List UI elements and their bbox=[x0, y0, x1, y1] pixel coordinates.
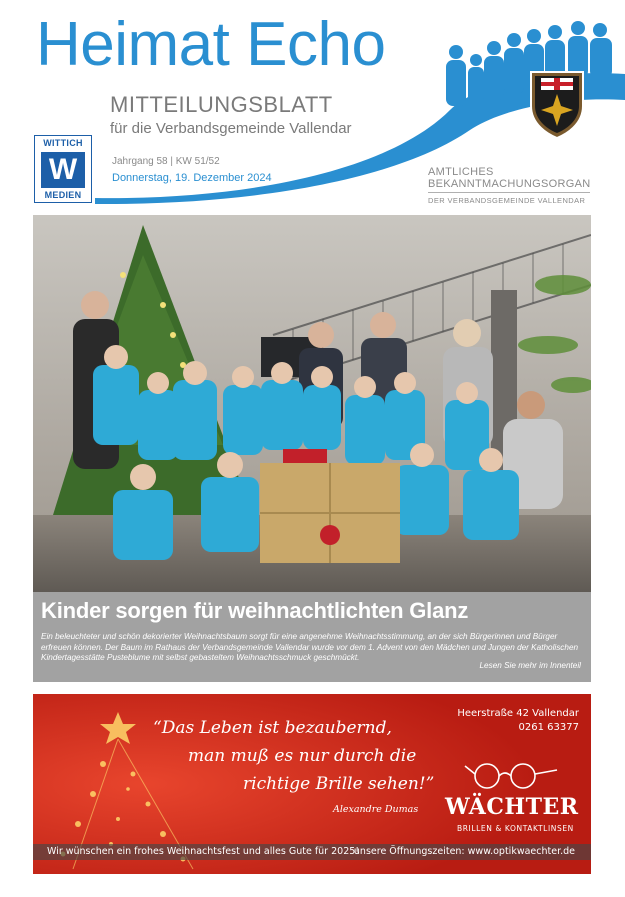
ad-phone: 0261 63377 bbox=[518, 722, 579, 733]
issue-number: Jahrgang 58 | KW 51/52 bbox=[112, 156, 220, 167]
glasses-icon bbox=[461, 756, 561, 794]
masthead-subtitle: MITTEILUNGSBLATT bbox=[110, 92, 333, 117]
publisher-logo-bottom: MEDIEN bbox=[44, 190, 82, 200]
ad-greeting: Wir wünschen ein frohes Weihnachtsfest und alles Gute für 2025! bbox=[47, 846, 360, 857]
article-headline-bar bbox=[33, 592, 591, 682]
cover-photo-image bbox=[33, 215, 591, 592]
masthead-subtitle-2: für die Verbandsgemeinde Vallendar bbox=[110, 120, 352, 137]
official-divider bbox=[428, 192, 590, 193]
optician-advertisement[interactable] bbox=[33, 694, 591, 874]
ad-quote-line-2: man muß es nur durch die bbox=[188, 746, 417, 766]
publisher-logo bbox=[34, 135, 92, 203]
ad-brand-tagline: BRILLEN & KONTAKTLINSEN bbox=[457, 824, 574, 833]
ad-quote-author: Alexandre Dumas bbox=[333, 804, 419, 815]
cover-photo bbox=[33, 215, 591, 592]
publisher-logo-top: WITTICH bbox=[43, 138, 83, 148]
ad-quote-line-1: “Das Leben ist bezaubernd, bbox=[153, 718, 392, 738]
official-organ-label bbox=[428, 166, 590, 190]
ad-address: Heerstraße 42 Vallendar bbox=[457, 708, 579, 719]
official-line-2: BEKANNTMACHUNGSORGAN bbox=[428, 178, 591, 190]
ad-contact bbox=[457, 707, 579, 735]
ad-website-link[interactable]: unsere Öffnungszeiten: www.optikwaechter.de bbox=[353, 846, 575, 857]
ad-quote-line-3: richtige Brille sehen!” bbox=[243, 774, 435, 794]
ad-footer-bar bbox=[33, 844, 591, 860]
publisher-logo-mark: W bbox=[41, 152, 85, 188]
article-headline: Kinder sorgen für weihnachtlichten Glanz bbox=[41, 598, 469, 623]
ad-brand-name: WÄCHTER bbox=[445, 794, 579, 820]
municipal-crest-icon bbox=[527, 66, 587, 140]
official-organ-sub: DER VERBANDSGEMEINDE VALLENDAR bbox=[428, 196, 586, 205]
read-more-link[interactable]: Lesen Sie mehr im Innenteil bbox=[479, 661, 581, 670]
article-teaser: Ein beleuchteter und schön dekorierter Weihnachtsbaum sorgt für eine angenehme Weihnachtsstimmung, an der sich Bürgerinnen und Bürger erfreuen können. Der Baum im Rathaus der Verbandsgemeinde Vallendar wurde vor dem 1. Advent von den Mädchen und Jungen der Katholischen Kindertagesstätte Pusteblume mit selbst gebasteltem Weihnachtsschmuck geschmückt. bbox=[41, 632, 579, 662]
official-line-1: AMTLICHES bbox=[428, 166, 494, 178]
masthead-title: Heimat Echo bbox=[36, 10, 386, 79]
issue-date: Donnerstag, 19. Dezember 2024 bbox=[112, 172, 272, 184]
